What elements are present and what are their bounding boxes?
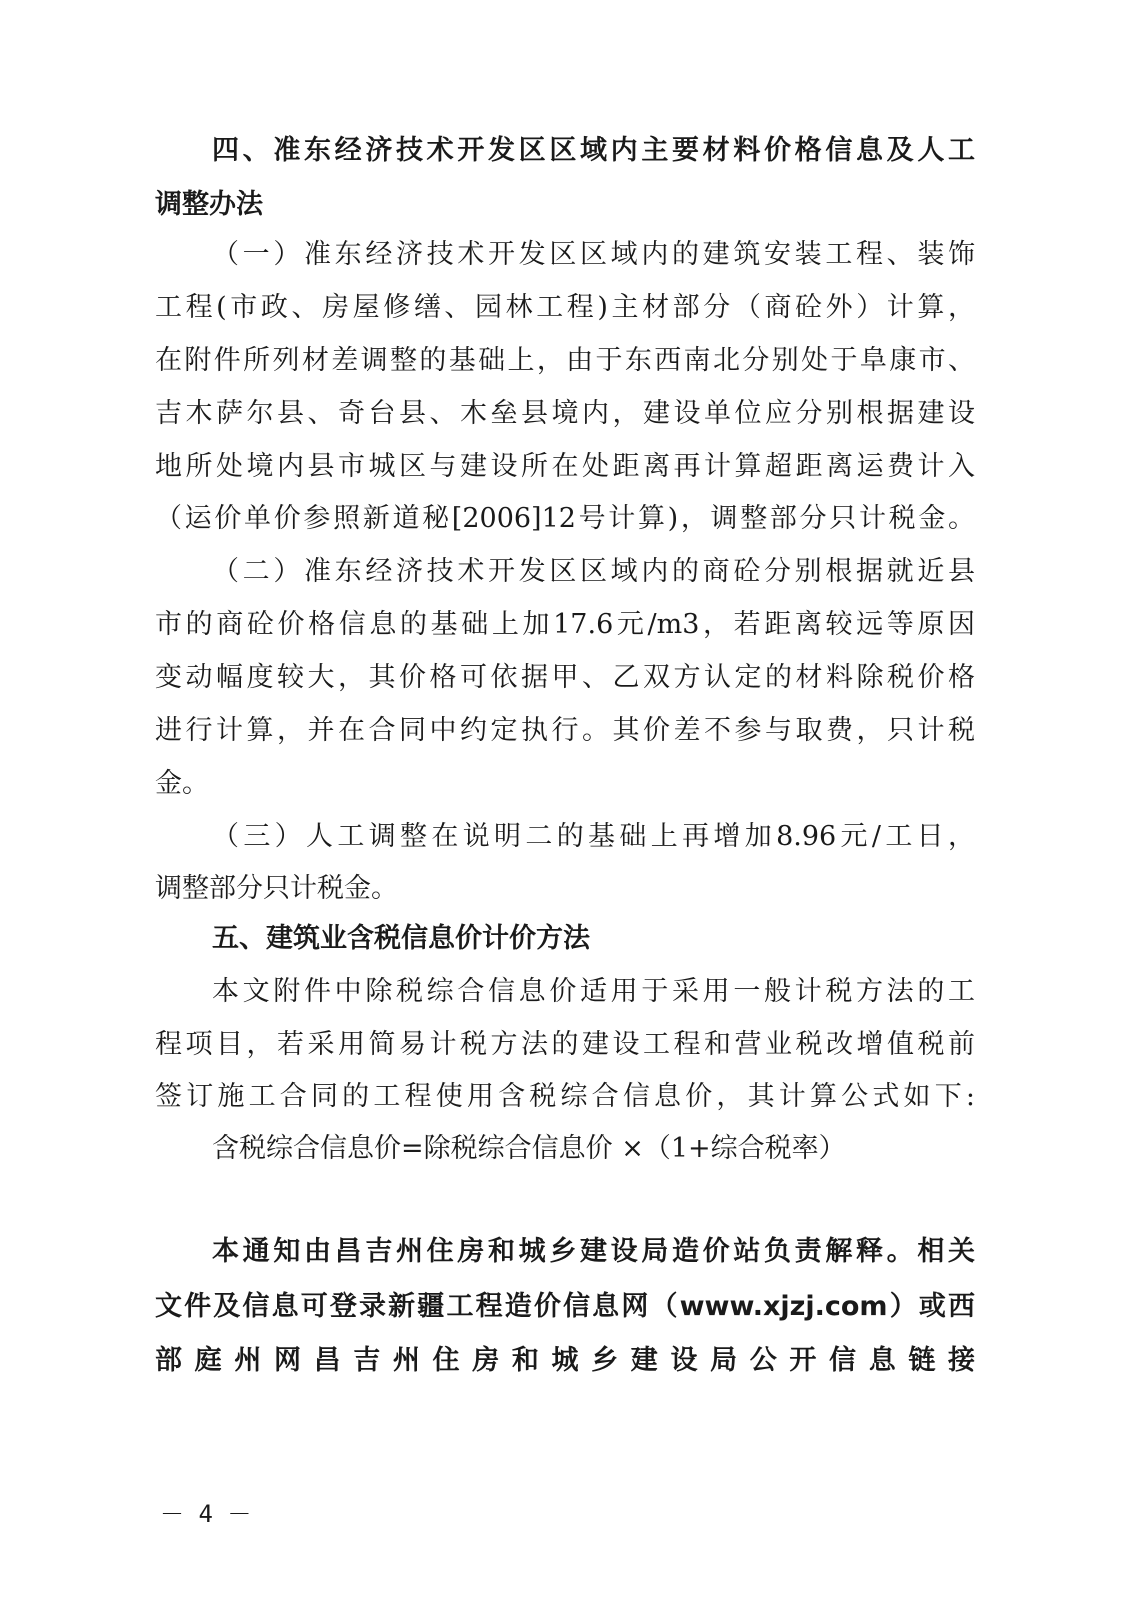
item3-line2: 调整部分只计税金。 bbox=[155, 873, 398, 904]
item2-line2: 市的商砼价格信息的基础上加17.6元/m3，若距离较远等原因 bbox=[155, 609, 975, 640]
item2-line4: 进行计算，并在合同中约定执行。其价差不参与取费，只计税 bbox=[155, 715, 975, 746]
section5-body-line2: 程项目，若采用简易计税方法的建设工程和营业税改增值税前 bbox=[155, 1029, 975, 1060]
item1-line3: 在附件所列材差调整的基础上，由于东西南北分别处于阜康市、 bbox=[155, 345, 975, 376]
section4-title-line2: 调整办法 bbox=[155, 189, 263, 220]
item2-line5: 金。 bbox=[155, 768, 209, 799]
section5-body-line3: 签订施工合同的工程使用含税综合信息价，其计算公式如下: bbox=[155, 1081, 975, 1112]
item1-line5: 地所处境内县市城区与建设所在处距离再计算超距离运费计入 bbox=[155, 451, 975, 482]
item1-line1: （一）准东经济技术开发区区域内的建筑安装工程、装饰 bbox=[212, 239, 975, 270]
item1-line2: 工程(市政、房屋修缮、园林工程)主材部分（商砼外）计算， bbox=[155, 292, 975, 323]
section4-title-line1: 四、准东经济技术开发区区域内主要材料价格信息及人工 bbox=[212, 135, 975, 166]
item2-line3: 变动幅度较大，其价格可依据甲、乙双方认定的材料除税价格 bbox=[155, 662, 975, 693]
tax-formula: 含税综合信息价=除税综合信息价 ×（1+综合税率） bbox=[212, 1133, 846, 1164]
item1-line4: 吉木萨尔县、奇台县、木垒县境内，建设单位应分别根据建设 bbox=[155, 398, 975, 429]
section5-title: 五、建筑业含税信息价计价方法 bbox=[212, 923, 590, 954]
footer-note-line1: 本通知由昌吉州住房和城乡建设局造价站负责解释。相关 bbox=[212, 1236, 975, 1267]
footer-note-line3: 部庭州网昌吉州住房和城乡建设局公开信息链接 bbox=[155, 1345, 975, 1376]
item2-line1: （二）准东经济技术开发区区域内的商砼分别根据就近县 bbox=[212, 556, 975, 587]
item3-line1: （三）人工调整在说明二的基础上再增加8.96元/工日， bbox=[212, 821, 975, 852]
footer-note-line2: 文件及信息可登录新疆工程造价信息网（www.xjzj.com）或西 bbox=[155, 1291, 975, 1322]
section5-body-line1: 本文附件中除税综合信息价适用于采用一般计税方法的工 bbox=[212, 976, 975, 1007]
page-number: － 4 － bbox=[160, 1500, 252, 1528]
item1-line6: （运价单价参照新道秘[2006]12号计算)，调整部分只计税金。 bbox=[155, 503, 975, 534]
